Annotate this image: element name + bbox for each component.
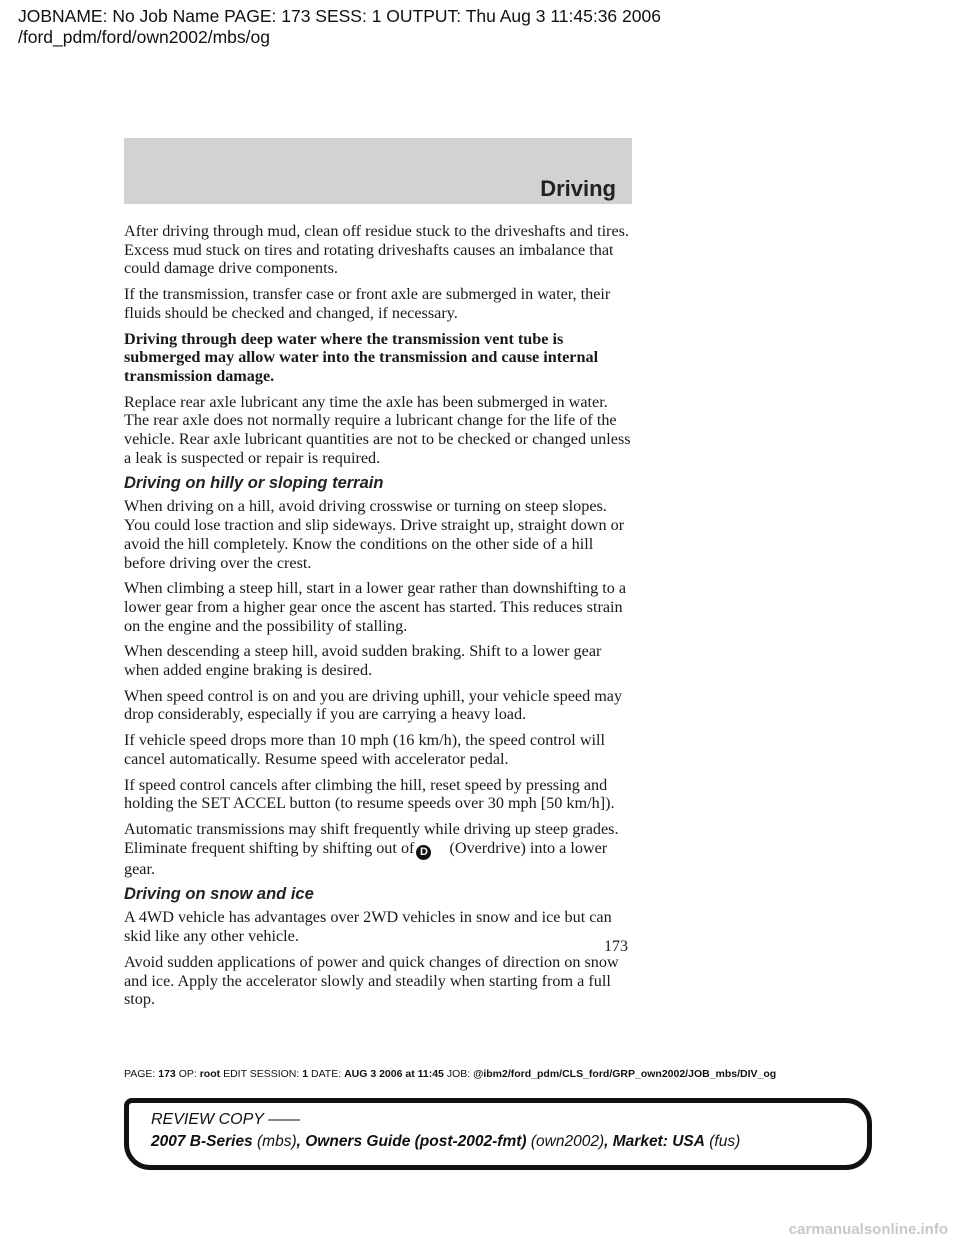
footer-op-label: OP: <box>178 1068 197 1080</box>
page-number: 173 <box>604 938 628 955</box>
footer-date-value: AUG 3 2006 at 11:45 <box>344 1068 444 1080</box>
footer-date-label: DATE: <box>311 1068 342 1080</box>
warning-deep-water: Driving through deep water where the transmission vent tube is submerged may allow water into the transmission and cause internal transmission damage. <box>124 329 599 385</box>
footer-job-value: @ibm2/ford_pdm/CLS_ford/GRP_own2002/JOB_mbs/DIV_og <box>473 1068 777 1080</box>
paragraph-mud: After driving through mud, clean off residue stuck to the driveshafts and tires. Excess mud stuck on tires and rotating driveshafts causes an imbalance that could damage drive components. <box>124 222 629 278</box>
paragraph-speed-control-uphill: When speed control is on and you are driving uphill, your vehicle speed may drop considerably, especially if you are carrying a heavy load. <box>124 686 623 724</box>
section-header-band <box>124 138 632 204</box>
overdrive-d-icon: D <box>416 845 431 860</box>
footer-metadata <box>124 1068 944 1080</box>
watermark: carmanualsonline.info <box>788 1221 948 1238</box>
paragraph-descending: When descending a steep hill, avoid sudden braking. Shift to a lower gear when added engine braking is desired. <box>124 642 602 680</box>
job-header-line2: /ford_pdm/ford/own2002/mbs/og <box>18 27 270 47</box>
page-content <box>124 222 636 1016</box>
paragraph-climbing: When climbing a steep hill, start in a lower gear rather than downshifting to a lower gear from a higher gear once the ascent has started. This reduces strain on the engine and the possibility of stalling. <box>124 579 627 635</box>
review-market-label: , Market: <box>604 1133 668 1150</box>
paragraph-4wd: A 4WD vehicle has advantages over 2WD vehicles in snow and ice but can skid like any other vehicle. <box>124 908 612 946</box>
review-copy-details <box>151 1133 740 1151</box>
job-header-line1: JOBNAME: No Job Name PAGE: 173 SESS: 1 OUTPUT: Thu Aug 3 11:45:36 2006 <box>18 6 661 26</box>
heading-hilly-terrain: Driving on hilly or sloping terrain <box>124 474 384 493</box>
overdrive-text-after: (Overdrive) into a lower gear. <box>124 838 608 878</box>
overdrive-text-before: Automatic transmissions may shift frequently while driving up steep grades. Eliminate frequent shifting by shifting out of <box>124 819 619 857</box>
paragraph-snow-power: Avoid sudden applications of power and quick changes of direction on snow and ice. Apply the accelerator slowly and steadily when starting from a full stop. <box>124 952 619 1009</box>
section-title: Driving <box>540 176 616 201</box>
paragraph-submerged-fluids: If the transmission, transfer case or front axle are submerged in water, their fluids should be checked and changed, if necessary. <box>124 285 611 322</box>
paragraph-reset-speed: If speed control cancels after climbing the hill, reset speed by pressing and holding the SET ACCEL button (to resume speeds over 30 mph [50 km/h]). <box>124 775 615 813</box>
footer-page-label: PAGE: <box>124 1068 156 1080</box>
paragraph-speed-drop: If vehicle speed drops more than 10 mph (16 km/h), the speed control will cancel automatically. Resume speed with accelerator pedal. <box>124 731 606 768</box>
review-model: 2007 B-Series <box>151 1133 253 1150</box>
footer-page-value: 173 <box>158 1068 176 1080</box>
review-market: USA <box>672 1133 705 1150</box>
paragraph-overdrive <box>124 820 636 878</box>
review-model-code: (mbs) <box>257 1133 297 1150</box>
footer-session-value: 1 <box>302 1068 309 1080</box>
footer-session-label: EDIT SESSION: <box>223 1068 300 1080</box>
paragraph-hill-crosswise: When driving on a hill, avoid driving crosswise or turning on steep slopes. You could lose traction and slip sideways. Drive straight up, straight down or avoid the hill completely. Know the conditions on the other side of a hill before driving over the crest. <box>124 497 625 572</box>
heading-snow-ice: Driving on snow and ice <box>124 885 314 904</box>
review-separator: , <box>296 1133 301 1150</box>
footer-op-value: root <box>199 1068 221 1080</box>
job-header <box>18 6 948 48</box>
review-copy-box <box>124 1098 872 1170</box>
review-market-code: (fus) <box>709 1133 741 1150</box>
review-guide: Owners Guide (post-2002-fmt) <box>305 1133 527 1150</box>
review-copy-label: REVIEW COPY —— <box>151 1111 301 1128</box>
paragraph-rear-axle: Replace rear axle lubricant any time the axle has been submerged in water. The rear axle does not normally require a lubricant change for the life of the vehicle. Rear axle lubricant quantities are not to be checked or changed unless a leak is suspected or repair is required. <box>124 392 631 467</box>
footer-job-label: JOB: <box>446 1068 471 1080</box>
review-guide-code: (own2002) <box>530 1133 605 1150</box>
